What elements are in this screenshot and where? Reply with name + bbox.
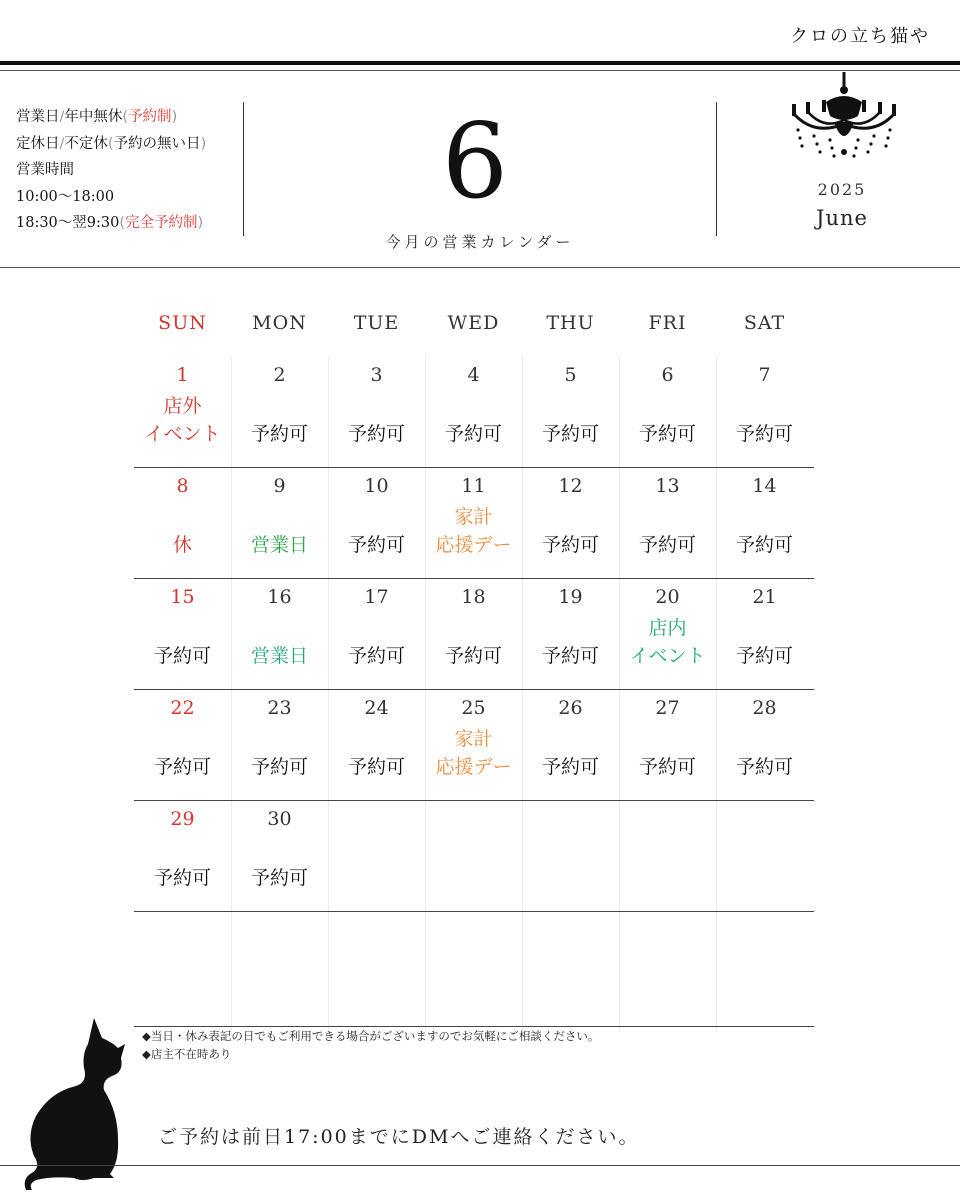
hours-night-line: 18:30〜翌9:30(完全予約制) (16, 215, 204, 231)
calendar-day-cell (522, 584, 619, 670)
column-divider (522, 356, 523, 1032)
day-status-label: 予約可 (153, 756, 211, 778)
day-status-label: 予約可 (735, 756, 793, 778)
day-number: 15 (170, 586, 195, 608)
day-number: 21 (752, 586, 777, 608)
day-number: 4 (467, 364, 480, 386)
column-divider (231, 356, 232, 1032)
calendar-day-cell (328, 695, 425, 781)
column-divider (619, 356, 620, 1032)
header-rule-bottom (0, 267, 960, 268)
day-number: 28 (752, 697, 777, 719)
calendar-day-cell (231, 473, 328, 559)
calendar-day-cell (134, 806, 231, 892)
calendar-day-cell (134, 584, 231, 670)
day-status-label: 営業日 (250, 645, 308, 667)
day-number: 16 (267, 586, 292, 608)
footer-rule (0, 1165, 960, 1166)
day-status-label: 予約可 (444, 423, 502, 445)
note-line: ◆店主不在時あり (142, 1047, 232, 1061)
month-number: 6 (441, 100, 509, 222)
day-status-label: 予約可 (444, 645, 502, 667)
day-number: 6 (661, 364, 674, 386)
day-status-label: 予約可 (250, 756, 308, 778)
notes (142, 1027, 599, 1063)
calendar-day-cell (522, 695, 619, 781)
day-status-label: 予約可 (638, 423, 696, 445)
calendar-day-cell (231, 695, 328, 781)
calendar-day-cell (231, 806, 328, 892)
day-number: 24 (364, 697, 389, 719)
day-status-label: 予約可 (638, 534, 696, 556)
calendar-day-cell (619, 362, 716, 448)
day-number: 11 (461, 475, 486, 497)
weekday-header-thu: THU (546, 312, 595, 334)
weekday-header-wed: WED (447, 312, 500, 334)
calendar-day-cell (619, 473, 716, 559)
column-divider (328, 356, 329, 1032)
day-status-label: 予約可 (735, 423, 793, 445)
day-status-label: 予約可 (735, 645, 793, 667)
business-days-line: 営業日/年中無休(予約制) (16, 109, 178, 125)
hours-daytime: 10:00〜18:00 (16, 188, 115, 205)
day-number: 27 (655, 697, 680, 719)
day-number: 22 (170, 697, 195, 719)
day-status-label: イベント (629, 645, 706, 667)
weekday-header-tue: TUE (353, 312, 400, 334)
month-caption: 今月の営業カレンダー (385, 233, 575, 251)
hours-label: 営業時間 (16, 162, 74, 178)
day-number: 14 (752, 475, 777, 497)
day-number: 18 (461, 586, 486, 608)
row-divider (134, 467, 814, 468)
calendar-day-cell (716, 584, 813, 670)
day-number: 5 (564, 364, 577, 386)
day-status-label: 予約可 (638, 756, 696, 778)
header-rule-thick (0, 61, 960, 65)
calendar-day-cell (134, 695, 231, 781)
row-divider (134, 911, 814, 912)
day-status-label: 店内 (648, 617, 687, 639)
chandelier-icon (784, 72, 904, 172)
day-number: 26 (558, 697, 583, 719)
day-number: 10 (364, 475, 389, 497)
day-number: 20 (655, 586, 680, 608)
day-status-label: 営業日 (250, 534, 308, 556)
weekday-header-fri: FRI (648, 312, 687, 334)
day-status-label: 予約可 (541, 534, 599, 556)
reservation-message: ご予約は前日17:00までにDMへご連絡ください。 (158, 1126, 640, 1148)
day-status-label: イベント (144, 423, 221, 445)
day-number: 17 (364, 586, 389, 608)
note-line: ◆当日・休み表記の日でもご利用できる場合がございますのでお気軽にご相談ください。 (142, 1029, 600, 1043)
day-number: 13 (655, 475, 680, 497)
day-number: 30 (267, 808, 292, 830)
calendar-day-cell (425, 473, 522, 559)
day-status-label: 予約可 (541, 645, 599, 667)
weekday-header-sat: SAT (743, 312, 786, 334)
calendar-day-cell (619, 695, 716, 781)
header-rule-thin (0, 70, 960, 71)
calendar-day-cell (716, 362, 813, 448)
day-number: 1 (176, 364, 189, 386)
weekday-header-mon: MON (252, 312, 307, 334)
calendar-day-cell (328, 584, 425, 670)
day-status-label: 家計 (454, 728, 493, 750)
day-status-label: 店外 (163, 395, 202, 417)
day-number: 2 (273, 364, 286, 386)
day-status-label: 応援デー (435, 756, 512, 778)
day-status-label: 予約可 (250, 867, 308, 889)
day-number: 25 (461, 697, 486, 719)
brand-name: クロの立ち猫や (790, 26, 930, 47)
calendar-day-cell (231, 584, 328, 670)
day-status-label: 予約可 (541, 756, 599, 778)
shop-info (16, 104, 206, 237)
day-status-label: 予約可 (153, 645, 211, 667)
day-status-label: 予約可 (347, 534, 405, 556)
calendar-day-cell (328, 473, 425, 559)
calendar-day-cell (328, 362, 425, 448)
day-status-label: 予約可 (347, 756, 405, 778)
weekday-header-sun: SUN (158, 312, 207, 334)
calendar-day-cell (619, 584, 716, 670)
day-status-label: 予約可 (153, 867, 211, 889)
day-status-label: 予約可 (347, 423, 405, 445)
day-number: 3 (370, 364, 383, 386)
calendar-day-cell (716, 473, 813, 559)
day-status-label: 予約可 (250, 423, 308, 445)
calendar-day-cell (425, 362, 522, 448)
row-divider (134, 800, 814, 801)
day-status-label: 予約可 (735, 534, 793, 556)
header-divider-left (243, 102, 244, 236)
day-status-label: 予約可 (541, 423, 599, 445)
calendar-day-cell (134, 362, 231, 448)
calendar-day-cell (134, 473, 231, 559)
day-number: 7 (758, 364, 771, 386)
day-number: 9 (273, 475, 286, 497)
header-divider-right (716, 102, 717, 236)
row-divider (134, 689, 814, 690)
column-divider (425, 356, 426, 1032)
calendar-day-cell (231, 362, 328, 448)
day-status-label: 予約可 (347, 645, 405, 667)
month-english: June (816, 206, 868, 230)
day-status-label: 応援デー (435, 534, 512, 556)
year-label: 2025 (817, 180, 867, 199)
day-number: 19 (558, 586, 583, 608)
calendar-day-cell (425, 695, 522, 781)
day-number: 8 (176, 475, 189, 497)
calendar-day-cell (716, 695, 813, 781)
day-status-label: 休 (172, 534, 192, 556)
calendar-day-cell (522, 362, 619, 448)
day-number: 29 (170, 808, 195, 830)
day-number: 12 (558, 475, 583, 497)
calendar-day-cell (522, 473, 619, 559)
closed-days-line: 定休日/不定休(予約の無い日) (16, 135, 207, 152)
calendar-day-cell (425, 584, 522, 670)
day-number: 23 (267, 697, 292, 719)
day-status-label: 家計 (454, 506, 493, 528)
column-divider (716, 356, 717, 1032)
row-divider (134, 578, 814, 579)
